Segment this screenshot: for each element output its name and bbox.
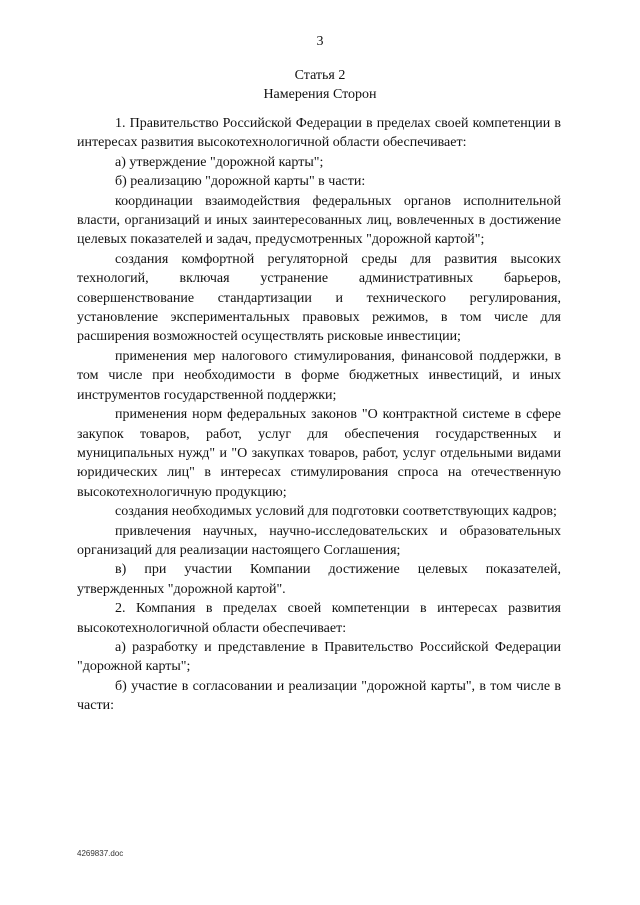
paragraph: применения норм федеральных законов "О контрактной системе в сфере закупок товаров, работ, услуг для обеспечения государственных и муниципальных нужд" и "О закупках товаров, работ, услуг отдельными видами юридических лиц" в интересах стимулирования спроса на отечественную высокотехнологичную продукцию; bbox=[77, 407, 561, 500]
article-title: Намерения Сторон bbox=[263, 87, 377, 102]
paragraph: а) утверждение "дорожной карты"; bbox=[115, 154, 324, 170]
file-name-footer: 4269837.doc bbox=[77, 849, 124, 858]
paragraph: применения мер налогового стимулирования, финансовой поддержки, в том числе при необходимости в форме бюджетных инвестиций, и иных инструментов государственной поддержки; bbox=[77, 348, 561, 403]
paragraph: создания комфортной регуляторной среды для развития высоких технологий, включая устранение административных барьеров, совершенствование стандартизации и технического регулирования, установление экспериментальных правовых режимов, в том числе для расширения возможностей осуществлять рисковые инвестиции; bbox=[77, 251, 561, 345]
paragraph: б) участие в согласовании и реализации "дорожной карты", в том числе в части: bbox=[77, 678, 561, 714]
document-body bbox=[77, 114, 561, 716]
paragraph: 2. Компания в пределах своей компетенции в интересах развития высокотехнологичной области обеспечивает: bbox=[77, 601, 561, 636]
page-number: 3 bbox=[316, 34, 324, 49]
paragraph: координации взаимодействия федеральных органов исполнительной власти, организаций и иных заинтересованных лиц, вовлеченных в достижение целевых показателей и задач, предусмотренных "дорожной картой"; bbox=[77, 193, 561, 248]
article-heading: Статья 2 bbox=[294, 68, 346, 83]
paragraph: привлечения научных, научно-исследовательских и образовательных организаций для реализации настоящего Соглашения; bbox=[77, 523, 561, 558]
paragraph: в) при участии Компании достижение целевых показателей, утвержденных "дорожной картой". bbox=[77, 562, 561, 597]
paragraph: 1. Правительство Российской Федерации в пределах своей компетенции в интересах развития высокотехнологичной области обеспечивает: bbox=[77, 116, 561, 151]
paragraph: а) разработку и представление в Правительство Российской Федерации "дорожной карты"; bbox=[77, 639, 561, 675]
paragraph: создания необходимых условий для подготовки соответствующих кадров; bbox=[115, 504, 557, 520]
paragraph: б) реализацию "дорожной карты" в части: bbox=[115, 174, 366, 190]
